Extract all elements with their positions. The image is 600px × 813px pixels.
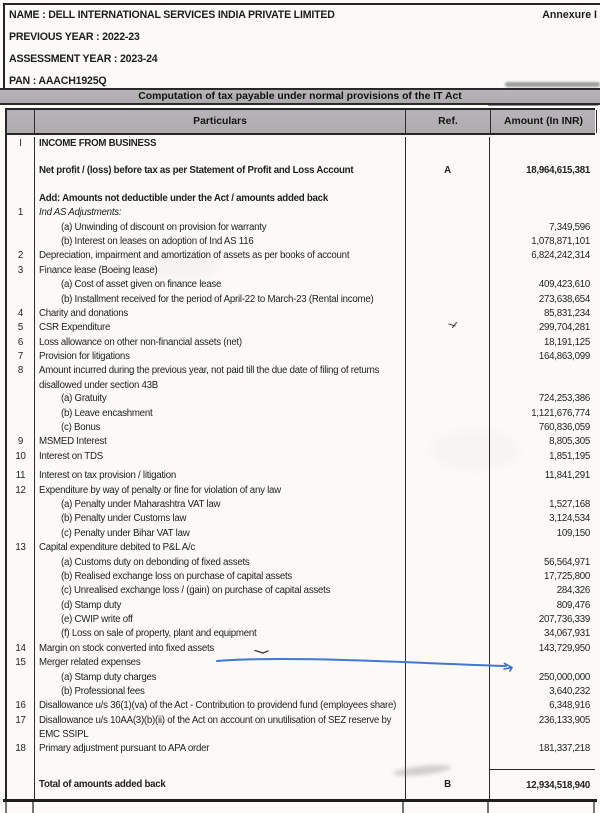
row-number (7, 179, 35, 192)
row-ref (405, 151, 490, 164)
table-row (7, 392, 595, 406)
header-top-border (3, 3, 600, 5)
row-amount (490, 364, 595, 393)
row-ref (405, 206, 490, 220)
row-number (7, 278, 35, 292)
row-amount: 8,805,305 (490, 435, 595, 449)
row-number (7, 192, 35, 206)
table-row (7, 671, 595, 685)
row-particulars: MSMED Interest (39, 436, 107, 448)
table-row (7, 556, 595, 570)
table-row (7, 484, 595, 498)
row-ref: A (405, 164, 490, 178)
row-amount: 1,851,195 (490, 450, 595, 464)
table-row (7, 527, 595, 541)
row-particulars: Net profit / (loss) before tax as per Statement of Profit and Loss Account (39, 165, 354, 177)
row-number: 4 (7, 307, 35, 321)
row-particulars: Depreciation, impairment and amortization of assets as per books of account (39, 250, 350, 262)
row-particulars: Interest on TDS (39, 450, 103, 462)
row-number: 12 (7, 484, 35, 498)
row-amount: 809,476 (490, 599, 595, 613)
row-number (7, 407, 35, 421)
table-row (7, 714, 595, 742)
row-ref (405, 498, 490, 512)
row-number (7, 584, 35, 598)
row-amount: 6,824,242,314 (490, 249, 595, 263)
table-row-spacer (7, 179, 595, 192)
row-particulars: (b) Penalty under Customs law (61, 513, 187, 525)
row-amount: 18,964,615,381 (490, 164, 595, 178)
row-amount: 724,253,386 (490, 392, 595, 406)
table-row (7, 656, 595, 670)
row-amount (490, 206, 595, 220)
row-number (7, 570, 35, 584)
table-row (7, 599, 595, 613)
table-row (7, 512, 595, 526)
row-particulars: Amount incurred during the previous year, not paid till the due date of filing of returns disallowed under section 43B (39, 365, 380, 391)
row-number: 2 (7, 249, 35, 263)
row-particulars: Disallowance u/s 10AA(3)(b)(ii) of the Act on account on unutilisation of SEZ reserve by EMC SSIPL (39, 714, 392, 741)
table-row (7, 307, 595, 321)
table-row (7, 321, 595, 335)
table-row (7, 364, 595, 392)
table-row (7, 570, 595, 584)
annexure-label: Annexure I (542, 9, 597, 21)
table-row (7, 336, 595, 350)
row-ref (405, 584, 490, 598)
row-number (7, 769, 35, 799)
column-header-amount: Amount (In INR) (490, 110, 597, 133)
column-header-ref: Ref. (405, 110, 490, 133)
row-particulars: Capital expenditure debited to P&L A/c (39, 542, 196, 554)
row-amount: 3,640,232 (490, 685, 595, 699)
row-ref (405, 264, 490, 278)
row-amount: 1,078,871,101 (490, 235, 595, 249)
table-row-spacer (7, 151, 595, 164)
row-number (7, 527, 35, 541)
row-ref (405, 570, 490, 584)
row-number (7, 293, 35, 307)
table-row (7, 221, 595, 235)
row-number (7, 235, 35, 249)
row-particulars: (b) Installment received for the period of April-22 to March-23 (Rental income) (61, 293, 374, 305)
previous-year: PREVIOUS YEAR : 2022-23 (9, 31, 140, 43)
row-number (7, 421, 35, 435)
row-number: 6 (7, 336, 35, 350)
row-number: 9 (7, 435, 35, 449)
row-particulars: (d) Stamp duty (61, 599, 122, 611)
scan-smudge (505, 82, 600, 87)
title-band: Computation of tax payable under normal provisions of the IT Act (0, 88, 600, 105)
row-ref (405, 613, 490, 627)
row-particulars: (a) Stamp duty charges (61, 671, 157, 683)
row-ref (405, 685, 490, 699)
row-amount: 7,349,596 (490, 221, 595, 235)
table-row (7, 278, 595, 292)
row-number (7, 392, 35, 406)
row-number: 18 (7, 742, 35, 756)
row-number (7, 151, 35, 164)
table-row (7, 450, 595, 464)
table-row-spacer (7, 756, 595, 769)
row-ref (405, 742, 490, 756)
row-ref (405, 137, 490, 151)
row-ref (405, 450, 490, 464)
row-number: 15 (7, 656, 35, 670)
row-ref (405, 599, 490, 613)
column-header-index (7, 110, 35, 133)
row-ref (405, 407, 490, 421)
table-row (7, 249, 595, 263)
row-ref (405, 192, 490, 206)
row-number: 13 (7, 541, 35, 555)
row-ref (405, 527, 490, 541)
row-ref (405, 336, 490, 350)
row-particulars: (b) Realised exchange loss on purchase of capital assets (61, 570, 293, 582)
row-particulars: Add: Amounts not deductible under the Act / amounts added back (39, 192, 328, 204)
row-number: 17 (7, 714, 35, 743)
row-amount: 273,638,654 (490, 293, 595, 307)
table-row (7, 293, 595, 307)
row-particulars: (f) Loss on sale of property, plant and equipment (61, 628, 257, 640)
row-ref (405, 235, 490, 249)
row-number: 1 (7, 206, 35, 220)
row-number (7, 498, 35, 512)
row-amount (490, 541, 595, 555)
row-amount: 3,124,534 (490, 512, 595, 526)
row-ref (405, 307, 490, 321)
table-header (5, 108, 595, 135)
row-amount: 299,704,281 (490, 321, 595, 335)
row-ref (405, 656, 490, 670)
row-amount: 6,348,916 (490, 699, 595, 713)
row-amount (490, 264, 595, 278)
row-ref (405, 541, 490, 555)
pan-number: PAN : AAACH1925Q (9, 75, 107, 87)
row-particulars: CSR Expenditure (39, 322, 111, 334)
row-amount (490, 137, 595, 151)
row-number: I (7, 137, 35, 151)
row-number: 5 (7, 321, 35, 335)
row-ref (405, 249, 490, 263)
row-particulars: (a) Cost of asset given on finance lease (61, 279, 222, 291)
row-number (7, 627, 35, 641)
table-body (5, 135, 595, 799)
row-particulars: Total of amounts added back (39, 778, 166, 790)
table-row (7, 742, 595, 756)
row-particulars: Disallowance u/s 36(1)(va) of the Act - Contribution to providend fund (employees share) (39, 700, 397, 712)
row-amount: 143,729,950 (490, 642, 595, 656)
row-amount: 56,564,971 (490, 556, 595, 570)
company-name: NAME : DELL INTERNATIONAL SERVICES INDIA PRIVATE LIMITED (9, 9, 335, 21)
row-amount: 17,725,800 (490, 570, 595, 584)
table-row (7, 421, 595, 435)
row-number: 10 (7, 450, 35, 464)
assessment-year: ASSESSMENT YEAR : 2023-24 (9, 53, 158, 65)
row-particulars: (c) Bonus (61, 422, 101, 434)
row-number: 14 (7, 642, 35, 656)
row-amount (490, 192, 595, 206)
row-particulars: (c) Penalty under Bihar VAT law (61, 527, 190, 539)
row-ref (405, 671, 490, 685)
row-particulars: (b) Leave encashment (61, 407, 153, 419)
table-row (7, 541, 595, 555)
column-header-particulars: Particulars (193, 116, 247, 127)
row-ref: B (405, 769, 490, 799)
row-amount (490, 151, 595, 164)
row-particulars: (c) Unrealised exchange loss / (gain) on purchase of capital assets (61, 585, 331, 597)
row-ref (405, 512, 490, 526)
row-number: 11 (7, 469, 35, 483)
row-ref (405, 699, 490, 713)
row-amount (490, 656, 595, 670)
table-row (7, 498, 595, 512)
table-row (7, 699, 595, 713)
table-row (7, 164, 595, 178)
row-ref (405, 756, 490, 769)
row-particulars: Finance lease (Boeing lease) (39, 264, 158, 276)
row-amount: 11,841,291 (490, 469, 595, 483)
table-row (7, 192, 595, 206)
row-particulars: (a) Penalty under Maharashtra VAT law (61, 498, 221, 510)
table-row (7, 235, 595, 249)
row-particulars: Primary adjustment pursuant to APA order (39, 742, 210, 754)
row-ref (405, 435, 490, 449)
table-row (7, 435, 595, 449)
row-number (7, 671, 35, 685)
row-particulars: Interest on tax provision / litigation (39, 470, 176, 482)
table-row (7, 407, 595, 421)
row-ref (405, 278, 490, 292)
row-number: 8 (7, 364, 35, 393)
row-particulars: INCOME FROM BUSINESS (39, 138, 157, 149)
row-number (7, 512, 35, 526)
row-amount: 1,121,676,774 (490, 407, 595, 421)
table-row (7, 264, 595, 278)
row-ref (405, 293, 490, 307)
row-amount: 85,831,234 (490, 307, 595, 321)
row-particulars: (e) CWIP write off (61, 614, 133, 626)
row-amount: 34,067,931 (490, 627, 595, 641)
table-row (7, 469, 595, 483)
row-amount (490, 179, 595, 192)
row-ref (405, 642, 490, 656)
row-ref (405, 556, 490, 570)
table-row (7, 642, 595, 656)
table-row (7, 584, 595, 598)
row-ref (405, 714, 490, 743)
row-amount: 207,736,339 (490, 613, 595, 627)
row-amount: 284,326 (490, 584, 595, 598)
row-ref (405, 221, 490, 235)
row-amount: 12,934,518,940 (490, 769, 595, 799)
row-amount: 164,863,099 (490, 350, 595, 364)
row-ref (405, 421, 490, 435)
row-amount (490, 484, 595, 498)
row-particulars: Margin on stock converted into fixed assets (39, 642, 215, 654)
row-ref (405, 364, 490, 393)
row-ref (405, 627, 490, 641)
row-number: 7 (7, 350, 35, 364)
row-particulars: (b) Interest on leases on adoption of Ind AS 116 (61, 235, 254, 247)
table-bottom-strip (5, 802, 595, 813)
row-amount: 109,150 (490, 527, 595, 541)
row-ref (405, 484, 490, 498)
row-particulars: Merger related expenses (39, 657, 141, 669)
row-ref (405, 350, 490, 364)
table-row (7, 350, 595, 364)
table-row (7, 206, 595, 220)
row-particulars: Charity and donations (39, 307, 128, 319)
row-particulars: Ind AS Adjustments: (39, 207, 122, 219)
row-amount (490, 756, 595, 769)
row-ref (405, 179, 490, 192)
row-particulars: Provision for litigations (39, 351, 130, 363)
row-amount: 181,337,218 (490, 742, 595, 756)
row-particulars: (b) Professional fees (61, 686, 145, 698)
row-amount: 409,423,610 (490, 278, 595, 292)
row-amount: 760,836,059 (490, 421, 595, 435)
row-amount: 1,527,168 (490, 498, 595, 512)
row-ref (405, 469, 490, 483)
header-left-border (3, 3, 5, 88)
row-particulars: (a) Customs duty on debonding of fixed assets (61, 556, 250, 568)
table-row (7, 685, 595, 699)
row-amount: 18,191,125 (490, 336, 595, 350)
row-number (7, 164, 35, 178)
row-number (7, 556, 35, 570)
row-particulars: (a) Unwinding of discount on provision for warranty (61, 221, 267, 233)
row-ref (405, 392, 490, 406)
row-amount: 250,000,000 (490, 671, 595, 685)
row-number (7, 685, 35, 699)
row-particulars: Expenditure by way of penalty or fine for violation of any law (39, 484, 281, 496)
row-particulars: Loss allowance on other non-financial assets (net) (39, 336, 242, 348)
row-number: 3 (7, 264, 35, 278)
table-row (7, 769, 595, 799)
row-number (7, 613, 35, 627)
row-number (7, 756, 35, 769)
table-row (7, 613, 595, 627)
row-amount: 236,133,905 (490, 714, 595, 743)
table-row (7, 137, 595, 151)
table-row (7, 627, 595, 641)
row-number (7, 599, 35, 613)
row-number (7, 221, 35, 235)
row-particulars: (a) Gratuity (61, 393, 107, 405)
row-number: 16 (7, 699, 35, 713)
row-ref (405, 321, 490, 335)
